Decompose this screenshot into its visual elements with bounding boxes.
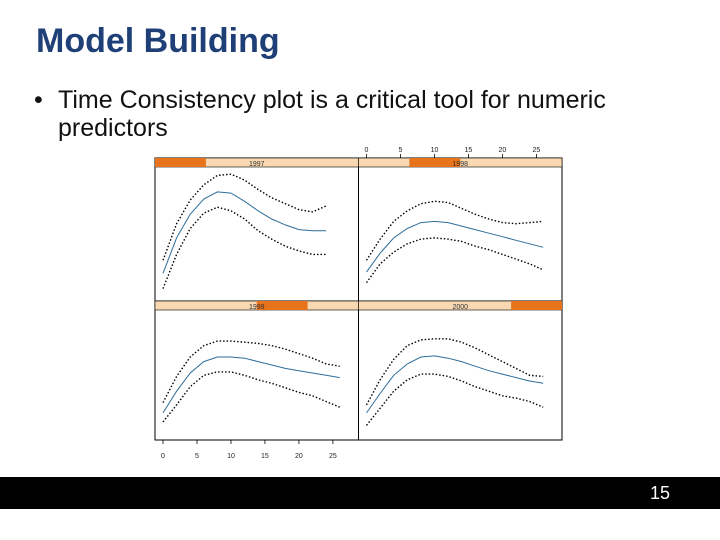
fit-line (163, 192, 326, 273)
footer-bar (0, 477, 720, 509)
x-tick-label: 10 (227, 453, 235, 460)
bullet-symbol: • (34, 86, 43, 114)
x-tick-label: 5 (398, 147, 403, 154)
x-tick-label: 20 (498, 147, 507, 154)
upper-band-line (163, 341, 340, 403)
x-tick-label: 5 (195, 453, 199, 460)
lower-band-line (367, 374, 544, 425)
fit-line (367, 356, 544, 413)
strip-label: 1998 (452, 161, 469, 168)
x-tick-label: 10 (430, 147, 439, 154)
x-tick-label: 25 (329, 453, 337, 460)
x-tick-label: 15 (464, 147, 473, 154)
upper-band-line (367, 201, 544, 260)
strip-label: 1997 (248, 161, 265, 168)
strip-label: 2000 (452, 304, 469, 311)
slide-title: Model Building (36, 22, 280, 60)
bullet-text: Time Consistency plot is a critical tool for numeric predictors (58, 86, 606, 142)
fit-line (163, 357, 340, 413)
strip-marker-1997 (155, 158, 206, 167)
x-tick-label: 15 (261, 453, 269, 460)
lower-band-line (163, 372, 340, 422)
fit-line (367, 221, 544, 272)
x-tick-label: 0 (364, 147, 369, 154)
upper-band-line (163, 174, 326, 260)
strip-label: 1999 (248, 304, 265, 311)
page-number: 15 (649, 483, 670, 503)
x-tick-label: 20 (295, 453, 303, 460)
lower-band-line (367, 238, 544, 283)
strip-marker-2000 (511, 301, 562, 310)
x-tick-label: 0 (161, 453, 165, 460)
upper-band-line (367, 339, 544, 405)
x-tick-label: 25 (532, 147, 541, 154)
